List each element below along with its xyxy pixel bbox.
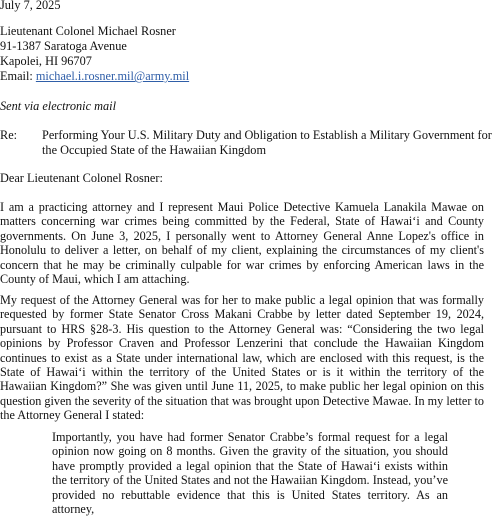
salutation: Dear Lieutenant Colonel Rosner: <box>0 171 163 185</box>
body-paragraph-1: I am a practicing attorney and I represent Maui Police Detective Kamuela Lanakila Mawae on matters concerning war crimes being committed by the Federal, State of Hawaiʻi and County governments. On June 3, 2025, I personally went to Attorney General Anne Lopez's office in Honolulu to deliver a letter, on behalf of my client, explaining the circumstances of my client's concern that he may be criminally culpable for war crimes by enforcing American laws in the County of Maui, which I am attaching. <box>0 200 484 287</box>
body-paragraph-2: My request of the Attorney General was for her to make public a legal opinion that was formally requested by former State Senator Cross Makani Crabbe by letter dated September 19, 2024, pursuant to HRS §28-3. His question to the Attorney General was: “Considering the two legal opinions by Professor Craven and Professor Lenzerini that conclude the Hawaiian Kingdom continues to exist as a State under international law, which are enclosed with this request, is the State of Hawaiʻi within the territory of the United States or is it within the territory of the Hawaiian Kingdom?” She was given until June 11, 2025, to make public her legal opinion on this question given the severity of the situation that was brought upon Detective Mawae. In my letter to the Attorney General I stated: <box>0 293 484 423</box>
delivery-note: Sent via electronic mail <box>0 99 116 113</box>
subject-line-2: the Occupied State of the Hawaiian Kingdom <box>42 143 267 157</box>
recipient-email-line <box>0 69 189 83</box>
recipient-email-label: Email: <box>0 69 36 83</box>
block-quote: Importantly, you have had former Senator Crabbe’s formal request for a legal opinion now going on 8 months. Given the gravity of the situation, you should have promptly provided a legal opinion that the State of Hawaiʻi exists within the territory of the United States and not the Hawaiian Kingdom. Instead, you’ve provided no rebuttable evidence that this is United States territory. As an attorney, <box>52 430 448 516</box>
recipient-name: Lieutenant Colonel Michael Rosner <box>0 24 176 38</box>
recipient-email-link[interactable]: michael.i.rosner.mil@army.mil <box>35 69 190 83</box>
recipient-city: Kapolei, HI 96707 <box>0 54 92 68</box>
letter-date: July 7, 2025 <box>0 0 61 12</box>
subject-line-1: Performing Your U.S. Military Duty and Obligation to Establish a Military Government for <box>42 128 492 142</box>
recipient-street: 91-1387 Saratoga Avenue <box>0 39 127 53</box>
subject-label: Re: <box>0 128 18 142</box>
